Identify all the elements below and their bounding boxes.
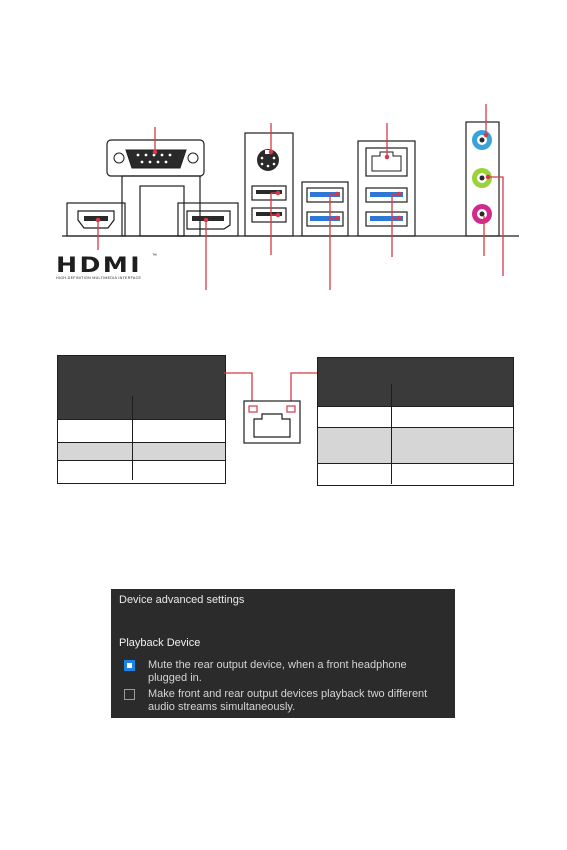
mute-rear-output-option[interactable] xyxy=(124,659,444,684)
table-row xyxy=(318,463,513,484)
lan-table-subheader xyxy=(318,384,513,406)
lan-jack-diagram xyxy=(224,365,317,445)
playback-device-heading: Playback Device xyxy=(119,637,201,649)
hdmi-trademark: ™ xyxy=(152,253,157,259)
hdmi-logo: HDMI ™ HIGH-DEFINITION MULTIMEDIA INTERFACE xyxy=(56,253,157,280)
dialog-title: Device advanced settings xyxy=(119,594,245,606)
lan-table-header xyxy=(318,358,513,384)
table-row xyxy=(58,419,225,442)
mute-rear-output-checkbox[interactable] xyxy=(124,660,135,671)
ps2-usb2-block xyxy=(245,133,293,236)
hdmi-tagline: HIGH-DEFINITION MULTIMEDIA INTERFACE xyxy=(56,276,142,280)
table-row xyxy=(58,460,225,480)
device-advanced-settings-panel xyxy=(111,589,455,718)
lan-table-subheader xyxy=(58,396,225,419)
lan-led-right xyxy=(287,406,295,412)
separate-streams-checkbox[interactable] xyxy=(124,689,135,700)
table-row xyxy=(318,406,513,427)
lan-led-table-right xyxy=(317,357,514,486)
mute-rear-output-label: Mute the rear output device, when a front headphone plugged in. xyxy=(148,659,407,684)
separate-streams-label: Make front and rear output devices playback two different audio streams simultaneously. xyxy=(148,688,428,713)
callout-lines xyxy=(96,104,503,290)
table-row xyxy=(318,427,513,463)
usb3-block xyxy=(302,182,348,236)
table-row xyxy=(58,442,225,460)
vga-com-port xyxy=(107,140,204,236)
lan-table-header xyxy=(58,356,225,396)
lan-led-table-left xyxy=(57,355,226,484)
separate-streams-option[interactable] xyxy=(124,688,444,713)
lan-led-left xyxy=(249,406,257,412)
audio-jacks xyxy=(466,122,499,236)
